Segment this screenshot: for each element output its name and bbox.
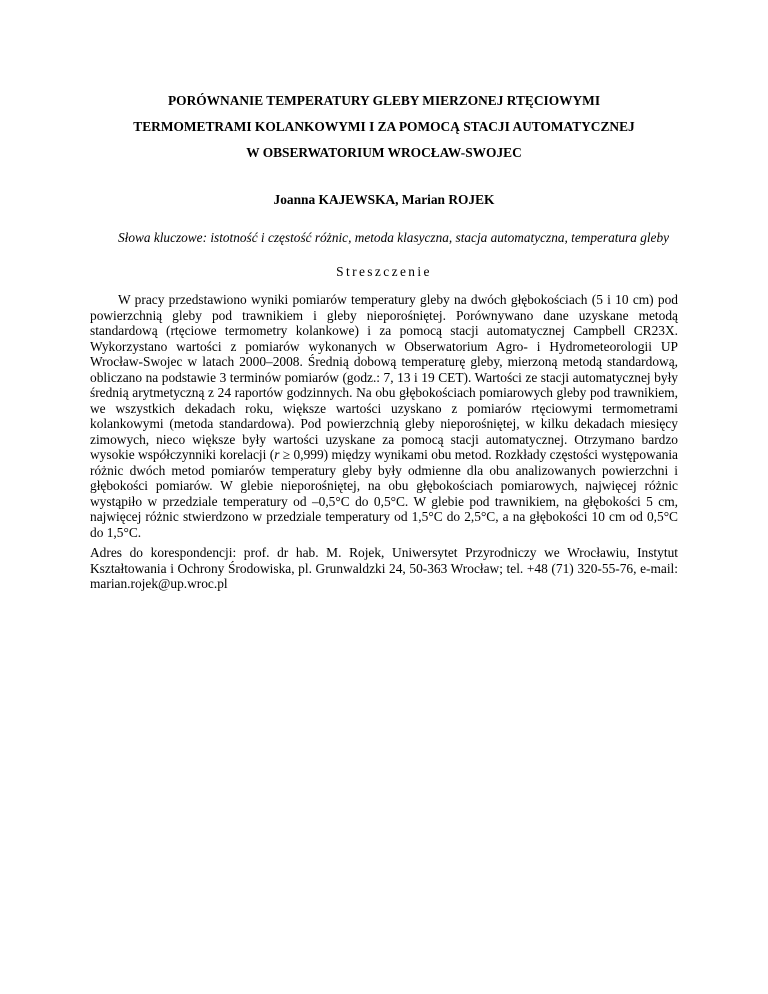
abstract-text-part-2: ≥ 0,999) między wynikami obu metod. Rozkłady częstości występowania różnic dwóch metod pomiarów temperatury gleby były odmienne dla obu analizowanych powierzchni i głębokości pomiarów. W glebie nieporośniętej, na obu głębokościach pomiarowych, najwięcej różnic wystąpiło w przedziale temperatury od –0,5°C do 0,5°C. W glebie pod trawnikiem, na głębokości 5 cm, najwięcej różnic stwierdzono w przedziale temperatury od 1,5°C do 2,5°C, a na głębokości 10 cm od 0,5°C do 1,5°C. [90, 447, 678, 540]
title-line-2: TERMOMETRAMI KOLANKOWYMI I ZA POMOCĄ STACJI AUTOMATYCZNEJ [133, 119, 635, 134]
paper-title [90, 88, 678, 166]
abstract-text [90, 292, 678, 540]
title-line-3: W OBSERWATORIUM WROCŁAW-SWOJEC [246, 145, 522, 160]
title-line-1: PORÓWNANIE TEMPERATURY GLEBY MIERZONEJ RTĘCIOWYMI [167, 93, 601, 108]
authors: Joanna KAJEWSKA, Marian ROJEK [273, 192, 495, 207]
abstract-heading: Streszczenie [336, 264, 432, 279]
correlation-symbol: r [274, 447, 280, 462]
keywords: Słowa kluczowe: istotność i częstość różnic, metoda klasyczna, stacja automatyczna, temperatura gleby [118, 230, 669, 245]
abstract-text-part-1: W pracy przedstawiono wyniki pomiarów temperatury gleby na dwóch głębokościach (5 i 10 cm) pod powierzchnią gleby pod trawnikiem i gleby nieporośniętej. Porównywano dane uzyskane metodą standardową (rtęciowe termometry kolankowe) i za pomocą stacji automatycznej Campbell CR23X. Wykorzystano wartości z pomiarów wykonanych w Obserwatorium Agro- i Hydrometeorologii UP Wrocław-Swojec w latach 2000–2008. Średnią dobową temperaturę gleby, mierzoną metodą standardową, obliczano na podstawie 3 terminów pomiarów (godz.: 7, 13 i 19 CET). Wartości ze stacji automatycznej były średnią arytmetyczną z 24 raportów godzinnych. Na obu głębokościach pomiarowych gleby pod trawnikiem, we wszystkich dekadach roku, większe wartości uzyskano z pomiarów rtęciowymi termometrami kolankowymi (metoda standardowa). Pod powierzchnią gleby nieporośniętej, w kilku dekadach miesięcy zimowych, nieco większe były wartości uzyskane za pomocą stacji automatycznej. Otrzymano bardzo wysokie współczynniki korelacji ( [90, 292, 678, 462]
correspondence-address: Adres do korespondencji: prof. dr hab. M. Rojek, Uniwersytet Przyrodniczy we Wrocławiu, Instytut Kształtowania i Ochrony Środowiska, pl. Grunwaldzki 24, 50-363 Wrocław; tel. +48 (71) 320-55-76, e-mail: marian.rojek@up.wroc.pl [90, 545, 678, 591]
